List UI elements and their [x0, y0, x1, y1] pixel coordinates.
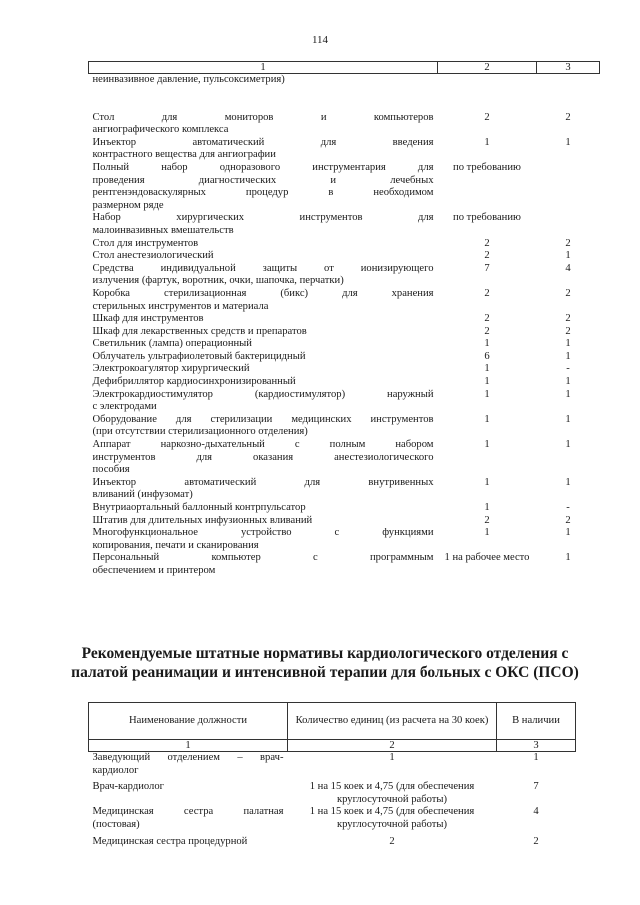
equipment-row: [89, 477, 600, 502]
equipment-available-qty: 1: [565, 439, 571, 451]
equipment-name: [89, 250, 438, 263]
equipment-row: [89, 263, 600, 288]
staff-count: 1 на 15 коек и 4,75 (для обеспечения круглосуточной работы): [309, 806, 475, 830]
equipment-row: [89, 137, 600, 162]
equipment-name: [89, 162, 438, 212]
equipment-available-qty: 1: [565, 338, 571, 350]
text-line: Медицинская сестра процедурной: [92, 835, 248, 847]
equipment-required-qty: 2: [484, 287, 490, 299]
text-line: Инъектор автоматический для введения: [92, 136, 434, 148]
equipment-available-qty: 1: [565, 527, 571, 539]
text-line: Средства индивидуальной защиты от ионизирующего: [92, 262, 434, 274]
equipment-required-qty: 6: [484, 350, 490, 362]
text-line: Внутриаортальный баллонный контрпульсатор: [92, 502, 306, 513]
staff-row: [89, 836, 576, 849]
staff-position: [89, 781, 288, 806]
equipment-row: [89, 162, 600, 212]
staff-count: 2: [389, 835, 395, 847]
text-line: Многофункциональное устройство с функциями: [92, 527, 434, 539]
text-line: с электродами: [92, 401, 157, 413]
equipment-name: [89, 552, 438, 577]
equipment-required-qty: 1: [484, 527, 490, 539]
equipment-row: [89, 338, 600, 351]
staff-available: 2: [533, 835, 539, 847]
equipment-required-qty: 2: [484, 111, 490, 123]
equipment-name: [89, 338, 438, 351]
equipment-name: [89, 288, 438, 313]
text-line: Врач-кардиолог: [92, 781, 164, 793]
equipment-available-qty: 2: [565, 325, 571, 337]
equipment-available-qty: 1: [565, 552, 571, 564]
text-line: копирования, печати и сканирования: [92, 539, 259, 551]
equipment-required-qty: 1 на рабочее место: [444, 552, 530, 564]
equipment-required-qty: 2: [484, 514, 490, 526]
staff-count: 1: [389, 752, 395, 763]
equipment-row: [89, 502, 600, 515]
text-line: Электрокоагулятор хирургический: [92, 363, 250, 375]
text-line: контрастного вещества для ангиографии: [92, 149, 276, 161]
staff-count: 1 на 15 коек и 4,75 (для обеспечения круглосуточной работы): [309, 781, 475, 805]
equipment-name: [89, 515, 438, 528]
equipment-table-header: [89, 62, 600, 74]
equipment-available-qty: 2: [565, 313, 571, 325]
equipment-required-qty: 1: [484, 376, 490, 388]
col-number-1: 1: [89, 740, 288, 752]
equipment-required-qty: 2: [484, 325, 490, 337]
equipment-name: [89, 238, 438, 251]
equipment-name: [89, 376, 438, 389]
equipment-required-qty: 2: [484, 250, 490, 262]
equipment-available-qty: 1: [565, 250, 571, 262]
equipment-available-qty: 1: [565, 476, 571, 488]
equipment-name: [89, 263, 438, 288]
equipment-name: [89, 212, 438, 237]
equipment-name: [89, 477, 438, 502]
staff-available: 7: [533, 781, 539, 793]
equipment-row: [89, 326, 600, 339]
equipment-available-qty: 2: [565, 287, 571, 299]
equipment-available-qty: 2: [565, 111, 571, 123]
text-line: Персональный компьютер с программным: [92, 552, 434, 564]
equipment-available-qty: [537, 212, 600, 237]
col-number-3: 3: [497, 740, 576, 752]
staff-position: [89, 836, 288, 849]
text-line: Электрокардиостимулятор (кардиостимулятор) наружный: [92, 388, 434, 400]
header-count: Количество единиц (из расчета на 30 коек): [288, 703, 497, 740]
staff-position: [89, 752, 288, 782]
staff-table: [88, 702, 576, 848]
equipment-available-qty: 1: [565, 350, 571, 362]
equipment-row: [89, 112, 600, 137]
text-line: размерном ряде: [92, 199, 164, 211]
text-line: Стол для инструментов: [92, 237, 199, 249]
text-line: Медицинская сестра палатная: [92, 806, 284, 818]
text-line: вливаний (инфузомат): [92, 489, 193, 501]
equipment-row: [89, 376, 600, 389]
equipment-required-qty: 1: [484, 413, 490, 425]
text-line: Заведующий отделением – врач-: [92, 752, 284, 763]
equipment-row: [89, 238, 600, 251]
text-line: Стол анестезиологический: [92, 250, 214, 262]
text-line: неинвазивное давление, пульсоксиметрия): [92, 74, 285, 85]
header-available: В наличии: [497, 703, 576, 740]
staff-row: [89, 806, 576, 835]
equipment-required-qty: 1: [484, 476, 490, 488]
equipment-row: [89, 527, 600, 552]
text-line: малоинвазивных вмешательств: [92, 224, 234, 236]
text-line: Полный набор одноразового инструментария для: [92, 161, 434, 173]
staff-available: 1: [533, 752, 539, 763]
equipment-row: [89, 74, 600, 112]
staff-table-header: [89, 703, 576, 740]
text-line: ангиографического комплекса: [92, 124, 229, 136]
header-position: Наименование должности: [89, 703, 288, 740]
equipment-available-qty: 2: [565, 514, 571, 526]
section-title: Рекомендуемые штатные нормативы кардиологического отделения с палатой реанимации и интенсивной терапии для больных с ОКС (ПСО): [71, 645, 579, 681]
equipment-name: [89, 502, 438, 515]
equipment-row: [89, 414, 600, 439]
text-line: Аппарат наркозно-дыхательный с полным набором: [92, 439, 434, 451]
equipment-available-qty: [537, 162, 600, 212]
text-line: излучения (фартук, воротник, очки, шапочка, перчатки): [92, 275, 344, 287]
header-col-1: 1: [89, 62, 438, 74]
equipment-required-qty: 1: [484, 338, 490, 350]
text-line: Шкаф для лекарственных средств и препаратов: [92, 325, 307, 337]
text-line: Набор хирургических инструментов для: [92, 212, 434, 224]
equipment-required-qty: 1: [484, 502, 490, 513]
equipment-row: [89, 515, 600, 528]
text-line: (при отсутствии стерилизационного отделения): [92, 426, 308, 438]
text-line: (постовая): [92, 818, 140, 830]
equipment-available-qty: 4: [565, 262, 571, 274]
equipment-name: [89, 112, 438, 137]
staff-row: [89, 752, 576, 782]
header-col-2: 2: [438, 62, 537, 74]
equipment-required-qty: по требованию: [453, 212, 521, 224]
equipment-required-qty: [438, 74, 537, 112]
equipment-row: [89, 363, 600, 376]
equipment-required-qty: 2: [484, 313, 490, 325]
text-line: Шкаф для инструментов: [92, 313, 204, 325]
text-line: Облучатель ультрафиолетовый бактерицидный: [92, 350, 306, 362]
equipment-name: [89, 313, 438, 326]
equipment-required-qty: 7: [484, 262, 490, 274]
equipment-name: [89, 414, 438, 439]
text-line: стерильных инструментов и материала: [92, 300, 269, 312]
text-line: Штатив для длительных инфузионных вливаний: [92, 514, 313, 526]
text-line: Коробка стерилизационная (бикс) для хранения: [92, 287, 434, 299]
text-line: обеспечением и принтером: [92, 564, 216, 576]
equipment-required-qty: 1: [484, 439, 490, 451]
equipment-table: [88, 61, 600, 578]
equipment-row: [89, 389, 600, 414]
text-line: инструментов для оказания анестезиологического: [92, 451, 434, 463]
col-number-2: 2: [288, 740, 497, 752]
text-line: Оборудование для стерилизации медицинских инструментов: [92, 413, 434, 425]
equipment-required-qty: 1: [484, 388, 490, 400]
header-col-3: 3: [537, 62, 600, 74]
staff-available: 4: [533, 806, 539, 818]
equipment-row: [89, 439, 600, 477]
text-line: пособия: [92, 464, 130, 476]
staff-table-col-numbers: [89, 740, 576, 752]
equipment-available-qty: [537, 74, 600, 112]
equipment-row: [89, 250, 600, 263]
equipment-available-qty: -: [566, 363, 570, 375]
equipment-name: [89, 439, 438, 477]
equipment-available-qty: -: [566, 502, 570, 513]
equipment-required-qty: 1: [484, 363, 490, 375]
text-line: кардиолог: [92, 764, 139, 776]
text-line: Светильник (лампа) операционный: [92, 338, 252, 350]
equipment-available-qty: 1: [565, 376, 571, 388]
text-line: Стол для мониторов и компьютеров: [92, 111, 434, 123]
text-line: рентгенэндоваскулярных процедур в необходимом: [92, 187, 434, 199]
staff-row: [89, 781, 576, 806]
equipment-row: [89, 212, 600, 237]
staff-position: [89, 806, 288, 835]
text-line: Дефибриллятор кардиосинхронизированный: [92, 376, 296, 388]
equipment-row: [89, 313, 600, 326]
equipment-available-qty: 1: [565, 413, 571, 425]
equipment-name: [89, 389, 438, 414]
equipment-required-qty: 1: [484, 136, 490, 148]
equipment-name: [89, 363, 438, 376]
equipment-name: [89, 137, 438, 162]
equipment-name: [89, 527, 438, 552]
text-line: проведения диагностических и лечебных: [92, 174, 434, 186]
equipment-row: [89, 552, 600, 577]
equipment-available-qty: 1: [565, 388, 571, 400]
equipment-name: [89, 74, 438, 112]
equipment-row: [89, 351, 600, 364]
equipment-required-qty: 2: [484, 237, 490, 249]
equipment-name: [89, 326, 438, 339]
text-line: Инъектор автоматический для внутривенных: [92, 476, 434, 488]
equipment-available-qty: 2: [565, 237, 571, 249]
page-number: 114: [311, 34, 329, 46]
equipment-name: [89, 351, 438, 364]
equipment-required-qty: по требованию: [453, 161, 521, 173]
equipment-available-qty: 1: [565, 136, 571, 148]
equipment-row: [89, 288, 600, 313]
